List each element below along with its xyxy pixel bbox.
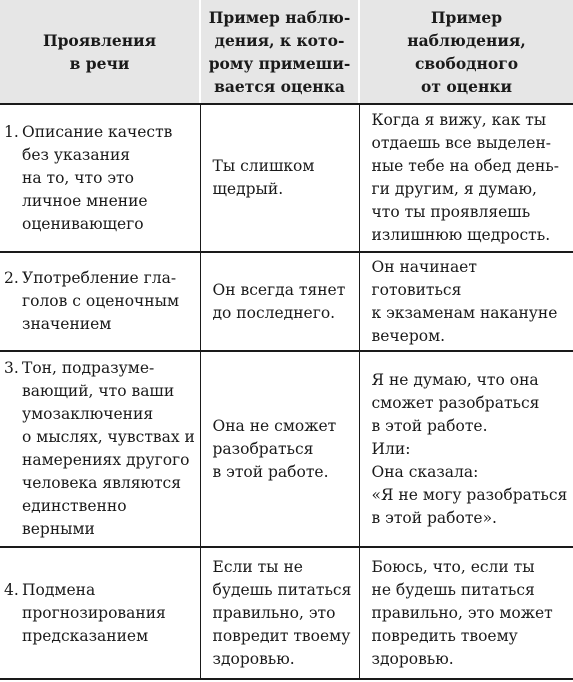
without-evaluation-text: Боюсь, что, если ты не будешь питаться правильно, это может повредить твоему здоровью. (371, 557, 553, 668)
manifestation-cell (0, 351, 200, 547)
table-header (0, 0, 573, 104)
row-number: 3. (4, 359, 19, 377)
manifestation-cell (0, 547, 200, 679)
table-body (0, 104, 573, 679)
row-number: 2. (4, 269, 19, 287)
manifestation-cell (0, 104, 200, 252)
numbered-item (4, 579, 200, 648)
without-evaluation-text: Я не думаю, что она сможет разобраться в этой работе. Или: Она сказала: «Я не могу разобраться в этой работе». (371, 370, 568, 527)
without-evaluation-cell (359, 252, 573, 351)
with-evaluation-text: Она не сможет разобраться в этой работе. (212, 416, 337, 481)
row-number: 4. (4, 580, 19, 599)
table-row (0, 547, 573, 679)
numbered-item (4, 357, 200, 541)
with-evaluation-cell (200, 252, 359, 351)
manifestation-text: Описание качеств без указания на то, что это личное мнение оценивающего (22, 122, 173, 233)
manifestation-text: Подмена прогнозирования предсказанием (22, 580, 166, 645)
with-evaluation-cell (200, 104, 359, 252)
table-row (0, 252, 573, 351)
numbered-item (4, 267, 200, 336)
manifestation-text: Тон, подразуме- вающий, что ваши умозаключения о мыслях, чувствах и намерениях другого человека являются единственно верными (22, 359, 195, 538)
table-row (0, 104, 573, 252)
without-evaluation-text: Когда я вижу, как ты отдаешь все выделен- ные тебе на обед день- ги другим, я думаю, что ты проявляешь излишнюю щедрость. (371, 111, 559, 244)
header-with-evaluation-text: Пример наблю- дения, к кото- рому примеши- вается оценка (208, 7, 351, 96)
numbered-item (4, 121, 200, 236)
without-evaluation-text: Он начинает готовиться к экзаменам накануне вечером. (371, 257, 558, 345)
with-evaluation-cell (200, 547, 359, 679)
header-without-evaluation (359, 0, 573, 104)
header-manifestation-text: Проявления в речи (42, 30, 157, 73)
with-evaluation-cell (200, 351, 359, 547)
without-evaluation-cell (359, 104, 573, 252)
header-row (0, 0, 573, 104)
without-evaluation-cell (359, 351, 573, 547)
table-row (0, 351, 573, 547)
header-without-evaluation-text: Пример наблюдения, свободного от оценки (407, 7, 526, 96)
with-evaluation-text: Ты слишком щедрый. (212, 157, 315, 198)
with-evaluation-text: Он всегда тянет до последнего. (212, 280, 346, 322)
header-manifestation (0, 0, 200, 104)
manifestation-text: Употребление гла- голов с оценочным значением (22, 269, 179, 333)
without-evaluation-cell (359, 547, 573, 679)
row-number: 1. (4, 122, 19, 141)
header-with-evaluation (200, 0, 359, 104)
manifestation-cell (0, 252, 200, 351)
with-evaluation-text: Если ты не будешь питаться правильно, это повредит твоему здоровью. (212, 557, 352, 668)
